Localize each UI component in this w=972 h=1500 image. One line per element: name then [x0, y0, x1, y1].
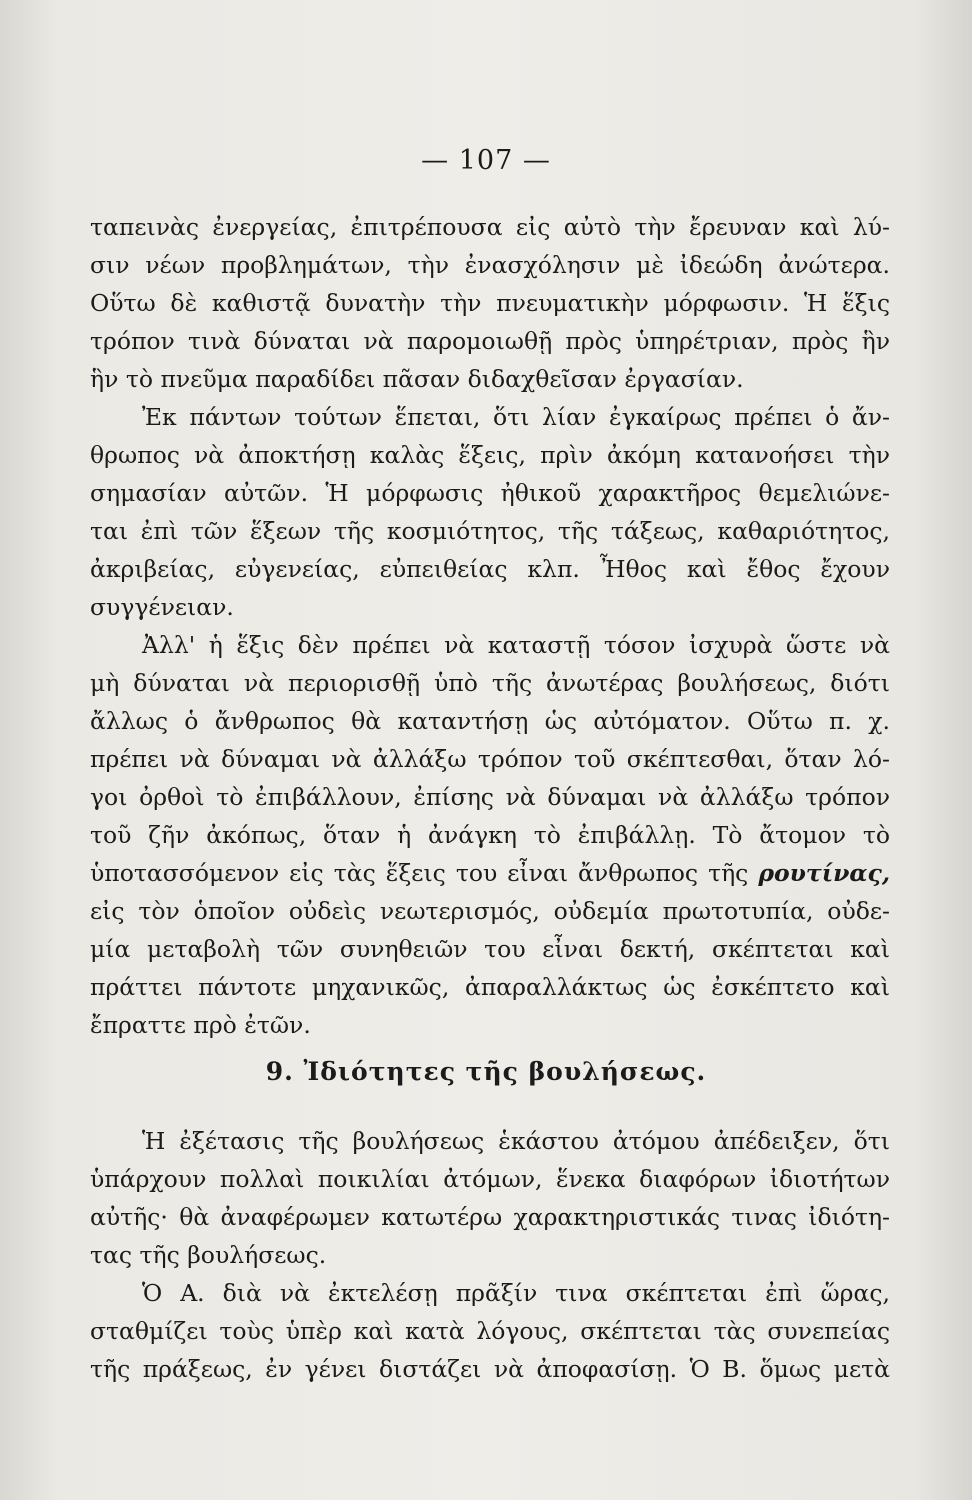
text-line: ἄλλως ὁ ἄνθρωπος θὰ καταντήσῃ ὡς αὐτόματον. Οὕτω π. χ. — [90, 707, 890, 735]
text-line: ταπεινὰς ἐνεργείας, ἐπιτρέπουσα εἰς αὐτὸ τὴν ἔρευναν καὶ λύ- — [90, 213, 890, 241]
routine-text: ὑποτασσόμενον εἰς τὰς ἕξεις του εἶναι ἄνθρωπος τῆς — [90, 859, 759, 887]
text-line: σταθμίζει τοὺς ὑπὲρ καὶ κατὰ λόγους, σκέπτεται τὰς συνεπείας — [90, 1317, 890, 1345]
text-line: Οὕτω δὲ καθιστᾷ δυνατὴν τὴν πνευματικὴν μόρφωσιν. Ἡ ἕξις — [90, 289, 890, 317]
text-line: ὑπάρχουν πολλαὶ ποικιλίαι ἀτόμων, ἕνεκα διαφόρων ἰδιοτήτων — [90, 1165, 890, 1193]
text-line: Ἐκ πάντων τούτων ἕπεται, ὅτι λίαν ἐγκαίρως πρέπει ὁ ἄν- — [142, 403, 890, 431]
text-line: σιν νέων προβλημάτων, τὴν ἐνασχόλησιν μὲ ἰδεώδη ἀνώτερα. — [90, 251, 890, 279]
text-line: τας τῆς βουλήσεως. — [90, 1241, 327, 1269]
text-line: εἰς τὸν ὁποῖον οὐδεὶς νεωτερισμός, οὐδεμία πρωτοτυπία, οὐδε- — [90, 897, 890, 925]
text-line: γοι ὀρθοὶ τὸ ἐπιβάλλουν, ἐπίσης νὰ δύναμαι νὰ ἀλλάξω τρόπον — [90, 783, 890, 811]
text-line: αὐτῆς· θὰ ἀναφέρωμεν κατωτέρω χαρακτηριστικάς τινας ἰδιότη- — [90, 1203, 890, 1231]
text-line: μὴ δύναται νὰ περιορισθῇ ὑπὸ τῆς ἀνωτέρας βουλήσεως, διότι — [90, 669, 890, 697]
text-line: σημασίαν αὐτῶν. Ἡ μόρφωσις ἠθικοῦ χαρακτῆρος θεμελιώνε- — [90, 479, 890, 507]
page-number: — 107 — — [421, 145, 551, 176]
text-line: τοῦ ζῆν ἀκόπως, ὅταν ἡ ἀνάγκη τὸ ἐπιβάλλῃ. Τὸ ἄτομον τὸ — [90, 821, 890, 849]
text-line: πρέπει νὰ δύναμαι νὰ ἀλλάξω τρόπον τοῦ σκέπτεσθαι, ὅταν λό- — [90, 745, 890, 773]
text-line: ἔπραττε πρὸ ἐτῶν. — [90, 1011, 311, 1039]
body-text-bottom — [90, 1122, 890, 1388]
text-line: Ὁ Α. διὰ νὰ ἐκτελέσῃ πρᾶξίν τινα σκέπτεται ἐπὶ ὥρας, — [142, 1279, 890, 1307]
text-line: πράττει πάντοτε μηχανικῶς, ἀπαραλλάκτως ὡς ἐσκέπτετο καὶ — [90, 973, 890, 1001]
text-line: ἀκριβείας, εὐγενείας, εὐπειθείας κλπ. Ἦθος καὶ ἔθος ἔχουν — [90, 555, 890, 583]
text-line: συγγένειαν. — [90, 593, 234, 621]
text-line: ἣν τὸ πνεῦμα παραδίδει πᾶσαν διδαχθεῖσαν ἐργασίαν. — [90, 365, 744, 393]
text-line: μία μεταβολὴ τῶν συνηθειῶν του εἶναι δεκτή, σκέπτεται καὶ — [90, 935, 890, 963]
text-line: ται ἐπὶ τῶν ἕξεων τῆς κοσμιότητος, τῆς τάξεως, καθαριότητος, — [90, 517, 890, 545]
text-line: τῆς πράξεως, ἐν γένει διστάζει νὰ ἀποφασίσῃ. Ὁ Β. ὅμως μετὰ — [90, 1355, 890, 1383]
section-heading: 9. Ἰδιότητες τῆς βουλήσεως. — [265, 1057, 707, 1086]
body-text-top — [90, 208, 890, 1044]
text-line: τρόπον τινὰ δύναται νὰ παρομοιωθῇ πρὸς ὑπηρέτριαν, πρὸς ἣν — [90, 327, 890, 355]
text-line-routine — [90, 854, 890, 892]
text-line: θρωπος νὰ ἀποκτήσῃ καλὰς ἕξεις, πρὶν ἀκόμη κατανοήσει τὴν — [90, 441, 890, 469]
text-line: Ἡ ἐξέτασις τῆς βουλήσεως ἑκάστου ἀτόμου ἀπέδειξεν, ὅτι — [142, 1127, 890, 1155]
text-line: Ἀλλ' ἡ ἕξις δὲν πρέπει νὰ καταστῇ τόσον ἰσχυρὰ ὥστε νὰ — [142, 631, 890, 659]
routine-emphasis: ρουτίνας, — [758, 859, 890, 887]
